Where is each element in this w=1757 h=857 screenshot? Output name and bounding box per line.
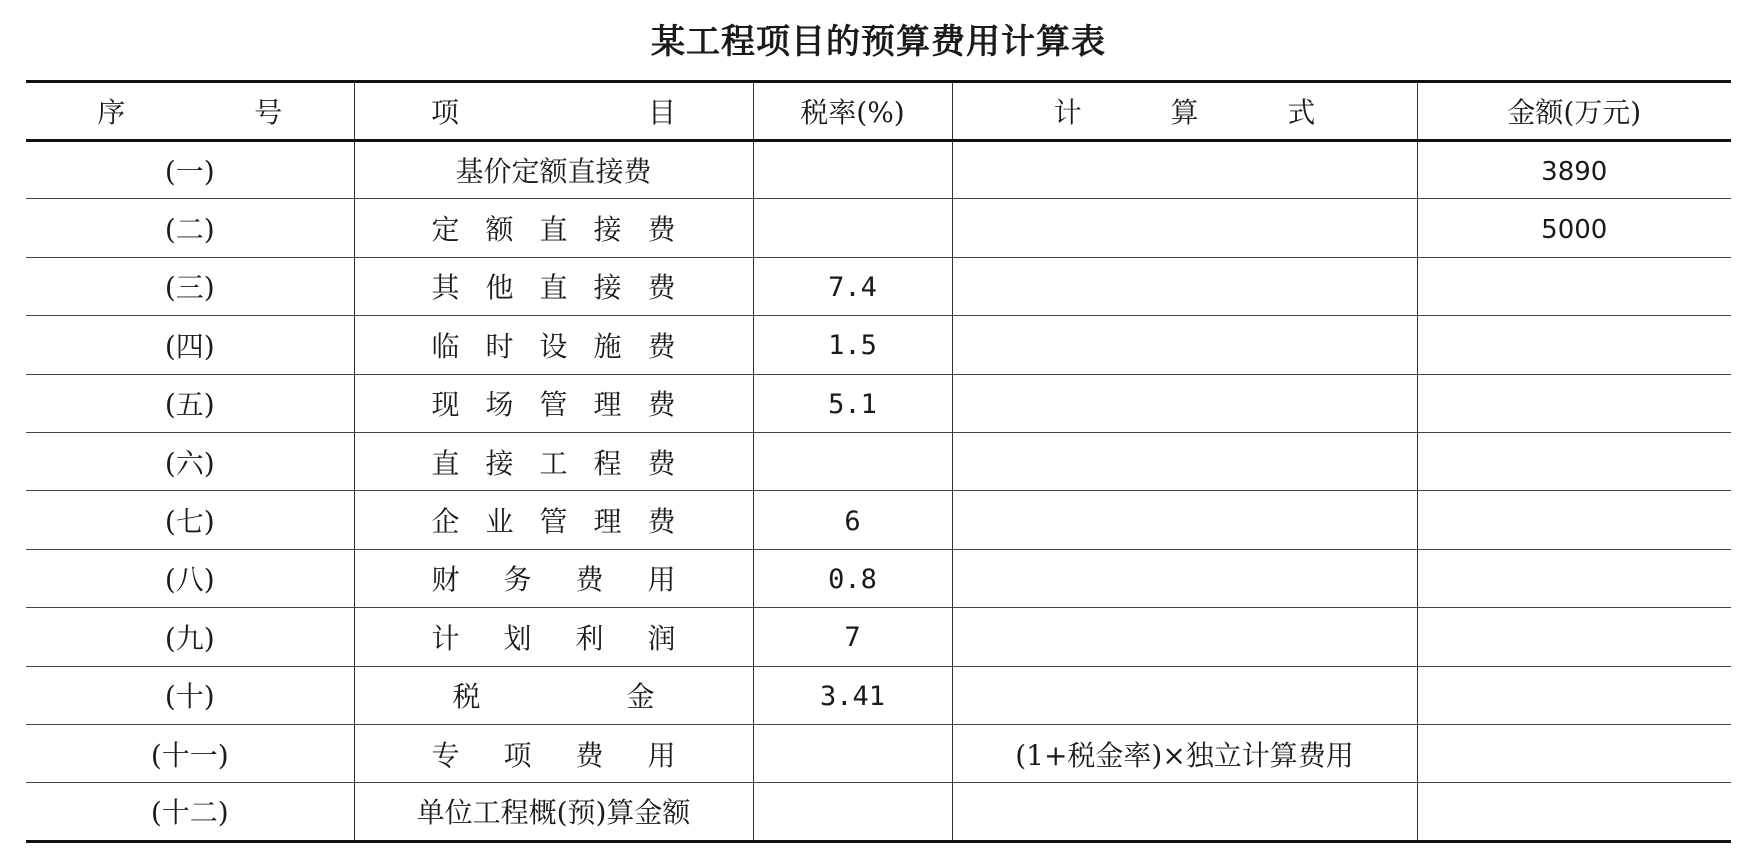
cell-formula	[952, 783, 1417, 841]
cell-item-text: 直接工程费	[431, 446, 702, 480]
table-row	[26, 724, 1731, 782]
cell-item	[354, 783, 753, 841]
cell-seq-text: (九)	[164, 621, 215, 655]
cell-seq-text: (十)	[164, 680, 215, 714]
cell-rate	[753, 141, 952, 199]
cell-item	[354, 608, 753, 666]
header-amount: 金额(万元)	[1417, 82, 1731, 141]
cell-seq	[26, 374, 354, 432]
cell-rate	[753, 432, 952, 490]
cell-amount	[1417, 141, 1731, 199]
table-row	[26, 141, 1731, 199]
cell-amount	[1417, 432, 1731, 490]
cell-item-text: 税金	[452, 680, 801, 714]
header-seq: 序 号	[26, 82, 354, 141]
cell-seq	[26, 666, 354, 724]
header-rate: 税率(%)	[753, 82, 952, 141]
cell-rate	[753, 257, 952, 315]
cell-item	[354, 549, 753, 607]
cell-seq-text: (十一)	[150, 738, 229, 772]
cell-item-text: 临时设施费	[431, 329, 702, 363]
cell-rate-text: 7	[844, 622, 861, 654]
cell-item-text: 单位工程概(预)算金额	[416, 796, 691, 830]
cell-rate-text: 3.41	[819, 680, 886, 712]
cell-item-text: 计划利润	[431, 621, 720, 655]
table-row	[26, 491, 1731, 549]
cell-item	[354, 199, 753, 257]
cell-item	[354, 257, 753, 315]
cell-amount	[1417, 666, 1731, 724]
table-row	[26, 374, 1731, 432]
table-row	[26, 199, 1731, 257]
cell-formula	[952, 257, 1417, 315]
cell-seq	[26, 783, 354, 841]
cell-seq	[26, 257, 354, 315]
cell-seq-text: (一)	[164, 155, 215, 189]
cell-seq-text: (二)	[164, 213, 215, 247]
cell-amount	[1417, 257, 1731, 315]
header-formula: 计 算 式	[952, 82, 1417, 141]
cell-formula	[952, 432, 1417, 490]
cell-formula	[952, 316, 1417, 374]
cell-rate-text: 7.4	[828, 271, 877, 303]
cell-amount	[1417, 316, 1731, 374]
cell-seq-text: (七)	[164, 505, 215, 539]
cell-item-text: 企业管理费	[431, 505, 702, 539]
cell-amount-text: 3890	[1541, 156, 1608, 187]
cell-seq	[26, 491, 354, 549]
cell-rate	[753, 199, 952, 257]
cell-formula	[952, 666, 1417, 724]
cell-formula-text: (1+税金率)×独立计算费用	[1015, 738, 1354, 772]
cell-item	[354, 316, 753, 374]
table-row	[26, 257, 1731, 315]
table-row	[26, 783, 1731, 841]
cell-amount	[1417, 549, 1731, 607]
table-header-row	[26, 82, 1731, 141]
page-title: 某工程项目的预算费用计算表	[651, 22, 1106, 62]
cell-item	[354, 432, 753, 490]
cell-seq	[26, 316, 354, 374]
cell-rate-text: 5.1	[828, 388, 877, 420]
cell-formula	[952, 199, 1417, 257]
cell-amount	[1417, 724, 1731, 782]
cell-rate	[753, 783, 952, 841]
table-row	[26, 432, 1731, 490]
cell-seq	[26, 432, 354, 490]
cell-rate	[753, 724, 952, 782]
table-row	[26, 549, 1731, 607]
cell-amount	[1417, 491, 1731, 549]
cell-seq-text: (四)	[164, 329, 215, 363]
cell-item	[354, 374, 753, 432]
cell-formula	[952, 491, 1417, 549]
cell-rate	[753, 374, 952, 432]
cell-item	[354, 491, 753, 549]
cell-amount	[1417, 783, 1731, 841]
cell-rate	[753, 491, 952, 549]
header-item: 项 目	[354, 82, 753, 141]
cell-rate-text: 6	[844, 505, 861, 537]
cell-seq-text: (三)	[164, 271, 215, 305]
table-row	[26, 316, 1731, 374]
cell-item	[354, 141, 753, 199]
cell-seq	[26, 141, 354, 199]
cell-seq	[26, 199, 354, 257]
cell-item-text: 财务费用	[431, 563, 720, 597]
cell-item-text: 定额直接费	[431, 213, 702, 247]
cell-formula	[952, 724, 1417, 782]
cell-formula	[952, 608, 1417, 666]
cell-item	[354, 666, 801, 724]
cell-amount	[1417, 374, 1731, 432]
cell-rate	[753, 316, 952, 374]
cell-seq-text: (六)	[164, 446, 215, 480]
cell-amount-text: 5000	[1541, 214, 1608, 245]
cell-amount	[1417, 608, 1731, 666]
cell-rate-text: 0.8	[828, 563, 877, 595]
cell-seq-text: (五)	[164, 388, 215, 422]
cell-item-text: 其他直接费	[431, 271, 702, 305]
cell-seq-text: (十二)	[150, 796, 229, 830]
cell-formula	[952, 141, 1417, 199]
cell-seq	[26, 724, 354, 782]
cell-item-text: 现场管理费	[431, 388, 702, 422]
table-row	[26, 608, 1731, 666]
cell-rate	[753, 608, 952, 666]
cell-formula	[952, 549, 1417, 607]
cell-item-text: 专项费用	[431, 738, 720, 772]
budget-table	[26, 80, 1731, 843]
cell-rate-text: 1.5	[828, 330, 877, 362]
cell-item-text: 基价定额直接费	[455, 155, 652, 189]
cell-seq	[26, 608, 354, 666]
cell-formula	[952, 374, 1417, 432]
table-row	[26, 666, 1731, 724]
cell-seq	[26, 549, 354, 607]
cell-item	[354, 724, 753, 782]
cell-amount	[1417, 199, 1731, 257]
cell-rate	[753, 549, 952, 607]
cell-seq-text: (八)	[164, 563, 215, 597]
